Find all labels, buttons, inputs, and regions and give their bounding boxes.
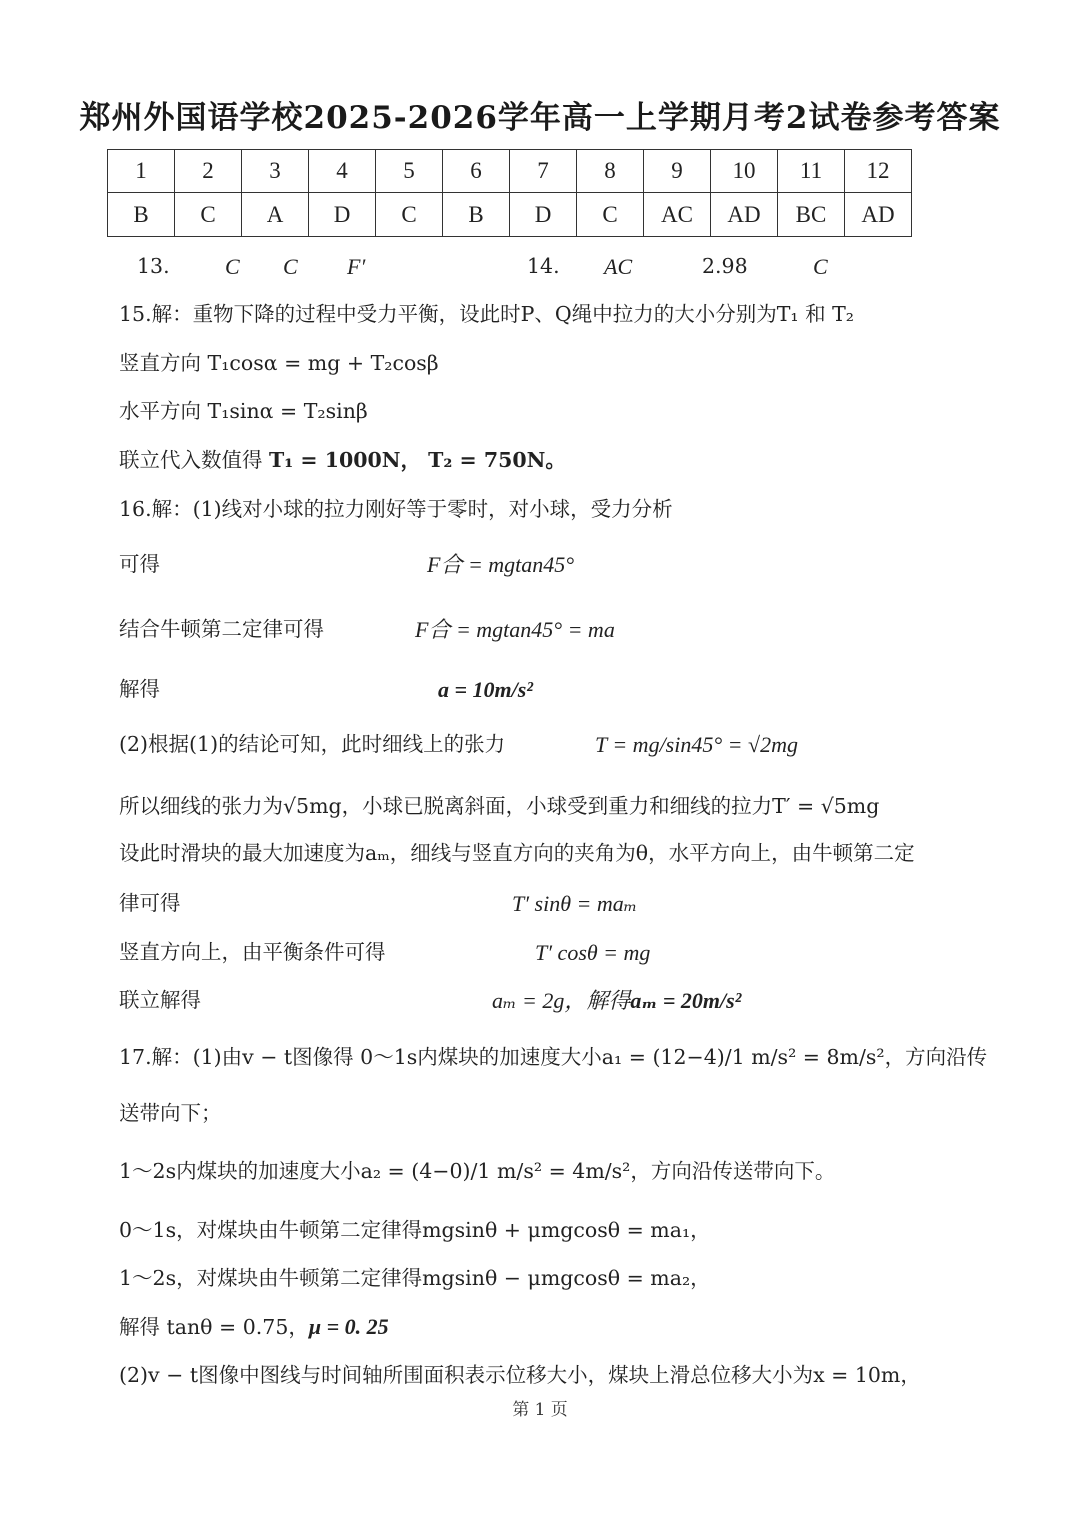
q16-label: 竖直方向上，由平衡条件可得 (119, 940, 386, 964)
q16-result: a = 10m/s² (438, 677, 533, 702)
q16-equation: T = mg/sin45° = √2mg (595, 732, 798, 757)
q17-text: 解得 tanθ = 0.75， (119, 1315, 309, 1339)
answer-choice-row (108, 193, 912, 237)
q15-line: 15.解：重物下降的过程中受力平衡，设此时P、Q绳中拉力的大小分别为T₁ 和 T₂ (119, 302, 855, 326)
q14-answer-1: AC (604, 254, 633, 279)
q14-answer-2: 2.98 (702, 254, 748, 278)
question-number: 1 (108, 150, 175, 193)
q16-line: 设此时滑块的最大加速度为aₘ，细线与竖直方向的夹角为θ，水平方向上，由牛顿第二定 (119, 841, 915, 865)
page-title: 郑州外国语学校2025-2026学年高一上学期月考2试卷参考答案 (79, 100, 1001, 136)
q13-label: 13. (137, 254, 170, 278)
q16-label: 律可得 (119, 891, 181, 915)
q14-label: 14. (527, 254, 560, 278)
q16-equation: F合 = mgtan45° = ma (415, 617, 615, 642)
answer-choice: B (443, 193, 510, 237)
answer-choice: A (242, 193, 309, 237)
answer-choice: AC (644, 193, 711, 237)
question-number: 7 (510, 150, 577, 193)
q13-answer-3: F′ (347, 254, 366, 279)
q16-line: 所以细线的张力为√5mg，小球已脱离斜面，小球受到重力和细线的拉力T′ = √5mg (119, 794, 880, 818)
q17-line: 1～2s内煤块的加速度大小a₂ = (4−0)/1 m/s² = 4m/s²，方向沿传送带向下。 (119, 1159, 836, 1183)
q17-result: μ = 0. 25 (308, 1314, 389, 1339)
question-number: 9 (644, 150, 711, 193)
answer-choice: D (510, 193, 577, 237)
answer-choice: AD (711, 193, 778, 237)
question-number: 11 (778, 150, 845, 193)
q13-answer-1: C (225, 254, 240, 279)
q15-line (119, 448, 566, 473)
question-number: 3 (242, 150, 309, 193)
q15-line: 水平方向 T₁sinα = T₂sinβ (119, 399, 368, 423)
q15-line: 竖直方向 T₁cosα = mg + T₂cosβ (119, 351, 439, 375)
q16-equation: F合 = mgtan45° (427, 552, 575, 577)
question-number: 12 (845, 150, 912, 193)
question-number: 6 (443, 150, 510, 193)
question-number: 5 (376, 150, 443, 193)
q13-answer-2: C (283, 254, 298, 279)
answer-choice: B (108, 193, 175, 237)
q16-label: (2)根据(1)的结论可知，此时细线上的张力 (119, 732, 506, 756)
question-number: 8 (577, 150, 644, 193)
q17-line: 1～2s，对煤块由牛顿第二定律得mgsinθ − μmgcosθ = ma₂， (119, 1266, 711, 1290)
q15-text: 联立代入数值得 (119, 448, 263, 472)
question-number: 4 (309, 150, 376, 193)
q17-line: (2)v − t图像中图线与时间轴所围面积表示位移大小，煤块上滑总位移大小为x = 10m， (119, 1363, 921, 1387)
q16-label: 解得 (119, 677, 160, 701)
q17-line: 0～1s，对煤块由牛顿第二定律得mgsinθ + μmgcosθ = ma₁， (119, 1218, 711, 1242)
q16-equation: T′ cosθ = mg (535, 940, 651, 965)
q17-line: 17.解：(1)由v − t图像得 0～1s内煤块的加速度大小a₁ = (12−4)/1 m/s² = 8m/s²，方向沿传 (119, 1045, 988, 1069)
answer-choice: AD (845, 193, 912, 237)
q17-line (119, 1314, 389, 1340)
answer-table (107, 149, 912, 237)
q16-equation: T′ sinθ = maₘ (512, 891, 638, 916)
answer-choice: C (376, 193, 443, 237)
answer-number-row (108, 150, 912, 193)
q17-line: 送带向下； (119, 1101, 222, 1125)
answer-choice: BC (778, 193, 845, 237)
q16-label: 联立解得 (119, 988, 201, 1012)
q16-label: 结合牛顿第二定律可得 (119, 617, 324, 641)
answer-choice: C (577, 193, 644, 237)
answer-choice: C (175, 193, 242, 237)
q16-result: aₘ = 20m/s² (630, 988, 742, 1013)
q16-equation-line (492, 988, 741, 1014)
answer-choice: D (309, 193, 376, 237)
page-footer: 第 1 页 (512, 1400, 568, 1420)
q16-equation: aₘ = 2g，解得 (492, 988, 631, 1013)
q15-result: T₁ = 1000N， T₂ = 750N。 (269, 448, 566, 472)
question-number: 2 (175, 150, 242, 193)
q14-answer-3: C (813, 254, 828, 279)
q16-line: 16.解：(1)线对小球的拉力刚好等于零时，对小球，受力分析 (119, 497, 673, 521)
question-number: 10 (711, 150, 778, 193)
q16-label: 可得 (119, 552, 160, 576)
